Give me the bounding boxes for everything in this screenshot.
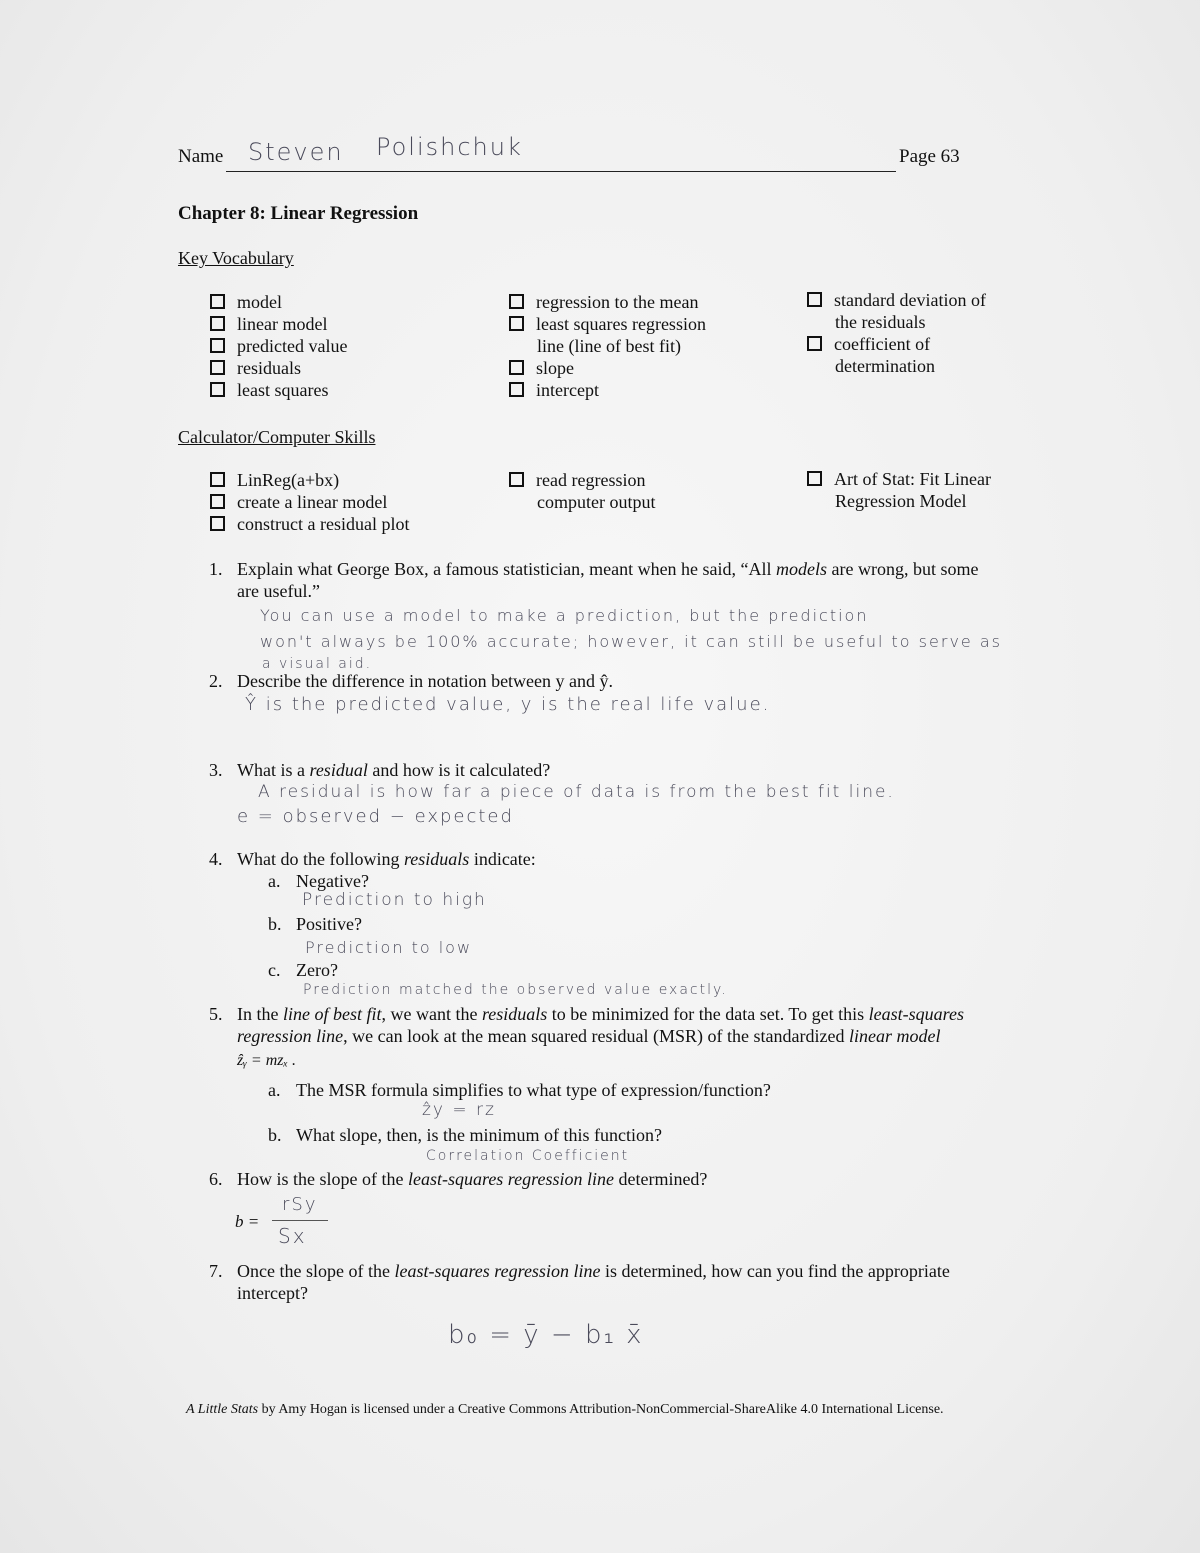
vocab-item: regression to the mean <box>509 291 706 313</box>
checkbox[interactable] <box>210 316 225 331</box>
answer-1-line-3: a visual aid. <box>262 656 373 672</box>
vocab-item: least squares <box>210 379 347 401</box>
license-footer: A Little Stats by Amy Hogan is licensed under a Creative Commons Attribution-NonCommercial-ShareAlike 4.0 International License. <box>186 1402 944 1417</box>
question-5: 5. In the line of best fit, we want the residuals to be minimized for the data set. To get this least-squares <box>209 1004 964 1024</box>
question-5a: a. The MSR formula simplifies to what type of expression/function? <box>268 1080 771 1100</box>
question-5-cont: regression line, we can look at the mean squared residual (MSR) of the standardized linear model <box>237 1026 941 1046</box>
question-1-cont: are useful.” <box>237 581 320 601</box>
vocab-col-3 <box>807 289 986 377</box>
question-1: 1. Explain what George Box, a famous statistician, meant when he said, “All models are wrong, but some <box>209 559 979 579</box>
skill-item: Art of Stat: Fit Linear <box>807 468 991 490</box>
checkbox[interactable] <box>509 316 524 331</box>
skill-item: LinReg(a+bx) <box>210 469 409 491</box>
vocab-item: standard deviation of <box>807 289 986 311</box>
checkbox[interactable] <box>210 360 225 375</box>
page-number: Page 63 <box>899 146 960 167</box>
question-4c: c. Zero? <box>268 960 338 980</box>
skills-heading: Calculator/Computer Skills <box>178 427 376 447</box>
slope-numerator: rSy <box>282 1194 318 1215</box>
answer-1-line-2: won't always be 100% accurate; however, it can still be useful to serve as <box>260 632 1002 651</box>
skill-item-continued: computer output <box>537 492 656 512</box>
question-4a: a. Negative? <box>268 871 369 891</box>
answer-4b: Prediction to low <box>305 938 473 957</box>
answer-7: b₀ = ȳ − b₁ x̄ <box>448 1320 644 1350</box>
vocab-item-continued: determination <box>835 356 935 376</box>
checkbox[interactable] <box>509 382 524 397</box>
name-label: Name <box>178 146 224 167</box>
checkbox[interactable] <box>509 360 524 375</box>
checkbox[interactable] <box>807 336 822 351</box>
question-5-formula: ẑᵧ = mzₓ . <box>237 1052 297 1069</box>
answer-4a: Prediction to high <box>302 890 487 910</box>
vocab-item: model <box>210 291 347 313</box>
answer-2: Ŷ is the predicted value, y is the real life value. <box>245 694 771 715</box>
answer-1-line-1: You can use a model to make a prediction, but the prediction <box>260 606 869 625</box>
answer-3-line-1: A residual is how far a piece of data is from the best fit line. <box>258 782 895 802</box>
student-first-name: Steven <box>248 138 344 166</box>
student-last-name: Polishchuk <box>376 133 523 161</box>
skills-col-1 <box>210 469 409 535</box>
checkbox[interactable] <box>210 382 225 397</box>
checkbox[interactable] <box>509 472 524 487</box>
name-underline <box>226 171 896 172</box>
question-4b: b. Positive? <box>268 914 362 934</box>
skill-item-continued: Regression Model <box>835 491 967 511</box>
slope-formula-label: b = <box>235 1212 260 1231</box>
vocab-item-continued: the residuals <box>835 312 926 332</box>
skill-item: create a linear model <box>210 491 409 513</box>
checkbox[interactable] <box>509 294 524 309</box>
fraction-bar <box>272 1220 328 1221</box>
vocab-item: slope <box>509 357 706 379</box>
answer-3-line-2: e = observed − expected <box>237 806 514 827</box>
checkbox[interactable] <box>807 292 822 307</box>
key-vocabulary-heading: Key Vocabulary <box>178 248 294 268</box>
vocab-item-continued: line (line of best fit) <box>537 336 681 356</box>
checkbox[interactable] <box>210 472 225 487</box>
vocab-col-1 <box>210 291 347 401</box>
vocab-item: residuals <box>210 357 347 379</box>
checkbox[interactable] <box>807 471 822 486</box>
question-7: 7. Once the slope of the least-squares regression line is determined, how can you find the appropriate <box>209 1261 950 1281</box>
answer-5b: Correlation Coefficient <box>426 1148 630 1164</box>
vocab-item: intercept <box>509 379 706 401</box>
answer-4c: Prediction matched the observed value exactly. <box>303 982 728 998</box>
skills-col-2 <box>509 469 655 513</box>
checkbox[interactable] <box>210 494 225 509</box>
vocab-col-2 <box>509 291 706 401</box>
checkbox[interactable] <box>210 338 225 353</box>
chapter-title: Chapter 8: Linear Regression <box>178 203 419 224</box>
question-5b: b. What slope, then, is the minimum of this function? <box>268 1125 662 1145</box>
answer-5a: ẑy = rz <box>422 1100 496 1120</box>
slope-denominator: Sx <box>278 1224 307 1248</box>
checkbox[interactable] <box>210 516 225 531</box>
vocab-item: coefficient of <box>807 333 986 355</box>
question-4: 4. What do the following residuals indicate: <box>209 849 536 869</box>
question-7-cont: intercept? <box>237 1283 308 1303</box>
question-3: 3. What is a residual and how is it calculated? <box>209 760 551 780</box>
skills-col-3 <box>807 468 991 512</box>
vocab-item: predicted value <box>210 335 347 357</box>
vocab-item: linear model <box>210 313 347 335</box>
skill-item: read regression <box>509 469 655 491</box>
skill-item: construct a residual plot <box>210 513 409 535</box>
vocab-item: least squares regression <box>509 313 706 335</box>
checkbox[interactable] <box>210 294 225 309</box>
question-6: 6. How is the slope of the least-squares regression line determined? <box>209 1169 708 1189</box>
question-2: 2. Describe the difference in notation between y and ŷ. <box>209 671 614 691</box>
